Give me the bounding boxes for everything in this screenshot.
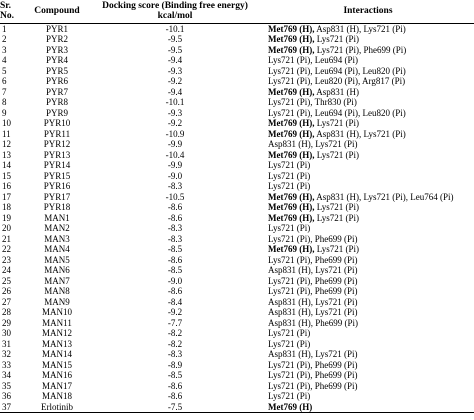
interaction-text: Asp831 (H), Lys721 (Pi) [268,296,358,307]
cell-sr-no: 1 [2,23,7,34]
cell-compound: MAN17 [41,380,72,391]
interaction-text: Asp831 (H) [314,86,359,97]
interaction-text: Asp831 (H), Lys721 (Pi), Leu764 (Pi) [314,191,454,202]
cell-sr-no: 17 [2,191,11,202]
cell-docking-score: -8.4 [167,296,183,307]
cell-docking-score: -10.9 [165,128,185,139]
cell-interactions [262,391,474,402]
cell-docking-score: -8.6 [167,202,183,212]
cell-docking-score: -8.6 [167,286,183,296]
cell-sr-no: 3 [2,44,7,55]
cell-compound: MAN5 [44,254,70,265]
interaction-text: Lys721 (Pi) [314,149,359,160]
interaction-text: Lys721 (Pi) [268,328,311,338]
table-row [0,297,474,308]
cell-docking-score: -8.3 [167,233,183,244]
interaction-text: Lys721 (Pi), Thr830 (Pi) [268,97,357,107]
cell-docking-score: -10.1 [165,97,185,107]
cell-compound: PYR12 [43,139,71,149]
cell-compound: MAN15 [41,359,72,370]
cell-docking-score: -9.0 [167,275,183,286]
interaction-text: Asp831 (H), Phe699 (Pi) [268,317,358,328]
interaction-text: Lys721 (Pi) [314,244,359,254]
interaction-text: Lys721 (Pi), Phe699 (Pi) [268,286,358,296]
cell-interactions [262,255,474,266]
interaction-text: Lys721 (Pi), Phe699 (Pi) [268,380,358,391]
cell-docking-score: -8.2 [167,328,183,338]
interaction-text: Lys721 (Pi), Phe699 (Pi) [268,359,358,370]
cell-interactions [262,45,474,56]
interaction-text: Lys721 (Pi) [314,34,359,44]
cell-interactions [262,202,474,213]
cell-docking-score: -8.6 [167,212,183,223]
cell-docking-score: -9.3 [167,65,183,76]
cell-interactions [262,234,474,245]
table-row [0,181,474,192]
cell-interactions [262,181,474,192]
cell-compound: MAN8 [44,286,70,296]
table-row [0,160,474,171]
table-header [0,0,474,23]
cell-interactions [262,192,474,203]
table-row [0,118,474,129]
cell-compound: MAN12 [41,328,72,338]
cell-compound: PYR11 [43,128,71,139]
cell-sr-no: 36 [2,391,11,401]
table-row [0,202,474,213]
cell-sr-no: 18 [2,202,11,212]
cell-interactions [262,23,474,34]
cell-compound: PYR13 [43,149,71,160]
cell-docking-score: -8.9 [167,359,183,370]
table-row [0,318,474,329]
cell-sr-no: 7 [2,86,7,97]
cell-docking-score: -8.5 [167,265,183,275]
cell-compound: PYR16 [43,181,71,191]
table-row [0,139,474,150]
cell-interactions [262,160,474,171]
table-row [0,349,474,360]
header-sr-no-line1: Sr. [0,1,12,12]
table-row [0,213,474,224]
cell-sr-no: 14 [2,160,11,170]
cell-sr-no: 24 [2,265,11,275]
table-row [0,370,474,381]
cell-compound: MAN11 [42,317,72,328]
cell-sr-no: 33 [2,359,11,370]
cell-docking-score: -10.4 [165,149,185,160]
interaction-text: Asp831 (H), Lys721 (Pi) [268,265,358,275]
cell-sr-no: 35 [2,380,11,391]
cell-docking-score: -10.5 [165,191,185,202]
interaction-text: Asp831 (H), Lys721 (Pi) [314,23,406,34]
cell-compound: PYR9 [45,107,68,118]
cell-interactions [262,402,474,413]
table-row [0,55,474,66]
table-row [0,45,474,56]
cell-interactions [262,213,474,224]
cell-interactions [262,265,474,276]
cell-interactions [262,118,474,129]
table-row [0,234,474,245]
cell-sr-no: 16 [2,181,11,191]
cell-sr-no: 32 [2,349,11,359]
cell-docking-score: -9.3 [167,107,183,118]
cell-interactions [262,223,474,234]
interaction-bold-hbond: Met769 (H), [268,44,315,55]
cell-sr-no: 28 [2,307,11,317]
cell-docking-score: -9.5 [167,34,183,44]
interaction-text: Lys721 (Pi), Leu694 (Pi), Leu820 (Pi) [268,65,406,76]
cell-interactions [262,360,474,371]
cell-compound: MAN9 [44,296,70,307]
interaction-bold-hbond: Met769 (H), [268,34,315,44]
cell-sr-no: 5 [2,65,7,76]
cell-sr-no: 4 [2,55,7,65]
cell-compound: MAN7 [44,275,70,286]
table-row [0,339,474,350]
cell-compound: PYR5 [45,65,68,76]
cell-interactions [262,307,474,318]
cell-sr-no: 21 [2,233,11,244]
table-row [0,276,474,287]
table-row [0,171,474,182]
cell-compound: PYR1 [45,23,68,34]
table-row [0,255,474,266]
cell-interactions [262,339,474,350]
cell-interactions [262,139,474,150]
interaction-text: Lys721 (Pi) [268,160,311,170]
cell-docking-score: -7.7 [167,317,183,328]
cell-docking-score: -8.3 [167,349,183,359]
cell-docking-score: -10.1 [165,23,185,34]
interaction-bold-hbond: Met769 (H), [268,23,315,34]
interaction-text: Lys721 (Pi), Phe699 (Pi) [268,370,358,380]
cell-compound: MAN3 [44,233,70,244]
cell-docking-score: -9.4 [167,86,183,97]
table-row [0,391,474,402]
table-row [0,23,474,34]
table-row [0,34,474,45]
cell-interactions [262,55,474,66]
cell-interactions [262,34,474,45]
interaction-text: Lys721 (Pi) [268,181,311,191]
cell-sr-no: 12 [2,139,11,149]
cell-interactions [262,66,474,77]
cell-interactions [262,286,474,297]
cell-interactions [262,318,474,329]
cell-sr-no: 30 [2,328,11,338]
cell-compound: MAN1 [44,212,70,223]
interaction-bold-hbond: Met769 (H), [268,128,315,139]
table-row [0,244,474,255]
interaction-bold-hbond: Met769 (H), [268,118,315,128]
cell-docking-score: -8.3 [167,223,183,233]
interaction-text: Lys721 (Pi), Leu694 (Pi), Leu820 (Pi) [268,107,406,118]
cell-interactions [262,297,474,308]
cell-sr-no: 23 [2,254,11,265]
cell-interactions [262,108,474,119]
interaction-bold-hbond: Met769 (H), [268,86,315,97]
table-row [0,108,474,119]
interaction-text: Asp831 (H), Lys721 (Pi) [268,349,358,359]
cell-docking-score: -9.9 [167,160,183,170]
cell-compound: PYR14 [43,160,71,170]
cell-compound: MAN6 [44,265,70,275]
cell-sr-no: 25 [2,275,11,286]
cell-compound: PYR8 [45,97,68,107]
interaction-bold-hbond: Met769 (H), [268,202,315,212]
cell-docking-score: -9.0 [167,170,183,181]
cell-compound: PYR17 [43,191,71,202]
table-row [0,360,474,371]
cell-docking-score: -8.5 [167,370,183,380]
header-row [0,0,474,23]
header-sr-no [0,0,26,23]
cell-compound: MAN18 [41,391,72,401]
cell-docking-score: -8.6 [167,391,183,401]
cell-interactions [262,87,474,98]
cell-sr-no: 15 [2,170,11,181]
table-row [0,381,474,392]
cell-interactions [262,276,474,287]
cell-docking-score: -9.5 [167,44,183,55]
interaction-text: Lys721 (Pi) [268,223,311,233]
interaction-bold-hbond: Met769 (H) [268,401,313,412]
cell-sr-no: 20 [2,223,11,233]
cell-docking-score: -8.6 [167,380,183,391]
cell-sr-no: 10 [2,118,11,128]
table-row [0,87,474,98]
cell-compound: Erlotinib [26,402,88,413]
cell-compound: PYR4 [45,55,68,65]
cell-interactions [262,76,474,87]
cell-interactions [262,129,474,140]
interaction-bold-hbond: Met769 (H), [268,212,315,223]
cell-interactions [262,381,474,392]
interaction-bold-hbond: Met769 (H), [268,191,315,202]
cell-sr-no: 31 [2,338,11,349]
interaction-text: Lys721 (Pi), Leu694 (Pi) [268,55,358,65]
cell-sr-no: 8 [2,97,7,107]
cell-docking-score: -7.5 [88,402,262,413]
cell-compound: PYR10 [43,118,71,128]
table-row [0,97,474,108]
cell-docking-score: -8.5 [167,244,183,254]
interaction-bold-hbond: Met769 (H), [268,149,315,160]
cell-sr-no: 19 [2,212,11,223]
cell-compound: MAN2 [44,223,70,233]
cell-sr-no: 34 [2,370,11,380]
cell-compound: PYR18 [43,202,71,212]
cell-sr-no: 11 [2,128,11,139]
interaction-text: Lys721 (Pi), Phe699 (Pi) [268,233,358,244]
table-body [0,23,474,413]
cell-interactions [262,370,474,381]
cell-docking-score: -8.3 [167,181,183,191]
interaction-text: Lys721 (Pi), Phe699 (Pi) [268,275,358,286]
cell-compound: PYR3 [45,44,68,55]
interaction-text: Asp831 (H), Lys721 (Pi) [314,128,406,139]
interaction-text: Asp831 (H), Lys721 (Pi) [268,307,358,317]
cell-compound: MAN10 [41,307,72,317]
cell-interactions [262,97,474,108]
table-row [0,223,474,234]
interaction-text: Asp831 (H), Lys721 (Pi) [268,139,358,149]
cell-docking-score: -9.2 [167,118,183,128]
table-row [0,192,474,203]
cell-docking-score: -9.9 [167,139,183,149]
interaction-text: Lys721 (Pi) [268,170,311,181]
header-docking-score: Docking score (Binding free energy) kcal/mol [88,0,262,23]
header-compound: Compound [26,0,88,23]
table-row [0,328,474,339]
cell-interactions [262,171,474,182]
interaction-text: Lys721 (Pi), Leu820 (Pi), Arg817 (Pi) [268,76,406,86]
cell-docking-score: -8.2 [167,338,183,349]
interaction-text: Lys721 (Pi), Phe699 (Pi) [268,254,358,265]
cell-docking-score: -9.2 [167,76,183,86]
cell-sr-no: 9 [2,107,7,118]
cell-compound: PYR2 [45,34,68,44]
table-row [0,129,474,140]
interaction-text: Lys721 (Pi), Phe699 (Pi) [314,44,407,55]
cell-compound: MAN4 [44,244,70,254]
header-interactions: Interactions [262,0,474,23]
table-row [0,402,474,413]
cell-compound: PYR15 [43,170,71,181]
interaction-bold-hbond: Met769 (H), [268,244,315,254]
table-row [0,286,474,297]
cell-compound: MAN16 [41,370,72,380]
table-row [0,66,474,77]
cell-docking-score: -9.4 [167,55,183,65]
interaction-text: Lys721 (Pi) [314,118,359,128]
cell-sr-no: 26 [2,286,11,296]
cell-docking-score: -9.2 [167,307,183,317]
cell-sr-no: 2 [2,34,7,44]
cell-docking-score: -8.6 [167,254,183,265]
cell-sr-no: 6 [2,76,7,86]
interaction-text: Lys721 (Pi) [268,338,311,349]
cell-sr-no: 22 [2,244,11,254]
cell-interactions [262,328,474,339]
cell-compound: PYR7 [45,86,68,97]
table-row [0,307,474,318]
interaction-text: Lys721 (Pi) [314,212,359,223]
cell-interactions [262,150,474,161]
cell-compound: MAN13 [41,338,72,349]
cell-compound: MAN14 [41,349,72,359]
cell-sr-no: 27 [2,296,11,307]
table-row [0,150,474,161]
cell-interactions [262,349,474,360]
interaction-text: Lys721 (Pi) [268,391,311,401]
cell-sr-no: 13 [2,149,11,160]
table-row [0,265,474,276]
cell-sr-no: 37 [0,402,26,413]
interaction-text: Lys721 (Pi) [314,202,359,212]
cell-sr-no: 29 [2,317,11,328]
table-row [0,76,474,87]
cell-compound: PYR6 [45,76,68,86]
cell-interactions [262,244,474,255]
header-sr-no-line2: No. [0,11,14,22]
